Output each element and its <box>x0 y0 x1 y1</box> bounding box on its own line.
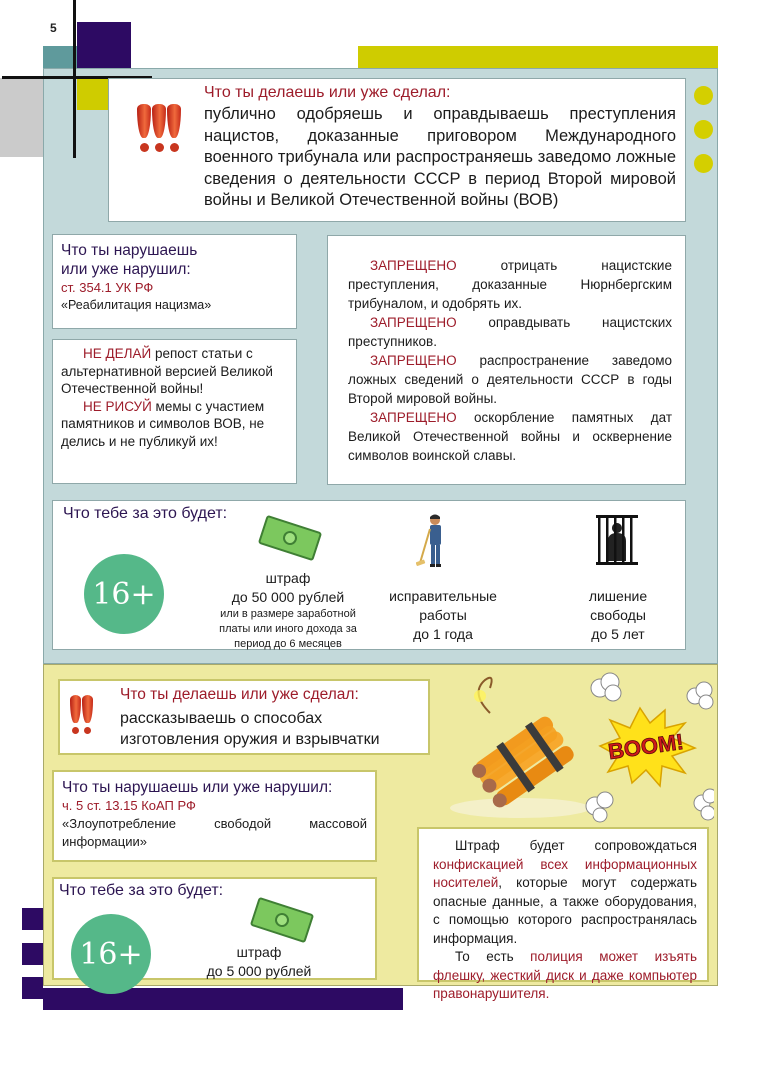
decor-dot <box>694 86 713 105</box>
prohibition-item: ЗАПРЕЩЕНО распространение заведомо ложных сведений о деятельности СССР в годы Второй мировой войны. <box>348 353 672 406</box>
decor-side-square <box>22 908 43 930</box>
age-badge: 16+ <box>84 554 164 634</box>
action-card-2 <box>58 679 430 755</box>
action-description: рассказываешь о способах изготовления оружия и взрывчатки <box>120 710 380 748</box>
violation-card-2 <box>52 770 377 862</box>
penalty-imprisonment: лишение свободы до 5 лет <box>588 588 648 642</box>
banknote-icon <box>250 897 314 943</box>
penalty-fine: штраф до 50 000 рублей или в размере заработной платы или иного дохода за период до 6 месяцев <box>219 570 357 650</box>
page-number: 5 <box>50 21 57 35</box>
violation-card-1 <box>52 234 297 329</box>
penalty-correctional-work: исправительные работы до 1 года <box>389 588 497 642</box>
decor-dot <box>694 154 713 173</box>
dont-do-card <box>52 339 297 484</box>
law-name: «Реабилитация нацизма» <box>61 298 212 312</box>
decor-side-square <box>22 943 43 965</box>
violation-heading: Что ты нарушаешь или уже нарушил: <box>61 242 198 278</box>
penalties-card-1 <box>52 500 686 650</box>
dont-item: НЕ ДЕЛАЙ репост статьи с альтернативной версией Великой Отечественной войны! <box>61 346 273 396</box>
action-title: Что ты делаешь или уже сделал: <box>204 84 451 101</box>
decor-yellow-bar <box>358 46 718 68</box>
penalties-title: Что тебе за это будет: <box>63 505 228 522</box>
decor-dot <box>694 120 713 139</box>
triple-exclamation-icon <box>137 104 181 156</box>
confiscation-paragraph: То есть полиция может изъять флешку, жесткий диск и даже компьютер правонарушителя. <box>433 949 697 1001</box>
dynamite-explosion-icon <box>450 668 714 826</box>
penalties-card-2 <box>52 877 377 980</box>
action-description: публично одобряешь и оправдываешь преступления нацистов, доказанные приговором Международного военного трибунала или распространяешь заведомо ложные сведения о деятельности СССР в период Второй мировой войны и Великой Отечественной войны (ВОВ) <box>204 105 676 209</box>
penalties-title: Что тебе за это будет: <box>59 882 224 899</box>
law-article: ч. 5 ст. 13.15 КоАП РФ <box>62 798 196 813</box>
prohibition-item: ЗАПРЕЩЕНО отрицать нацистские преступления, доказанные Нюрнбергским трибуналом, и одобрять их. <box>348 258 672 311</box>
action-card-1 <box>108 78 686 222</box>
age-badge: 16+ <box>71 914 151 994</box>
banknote-icon <box>258 515 322 561</box>
janitor-icon <box>416 513 452 569</box>
confiscation-paragraph: Штраф будет сопровождаться конфискацией всех информационных носителей, которые могут содержать опасные данные, а также оборудования, с помощью которого распространялась информация. <box>433 838 697 946</box>
prohibition-item: ЗАПРЕЩЕНО оправдывать нацистских преступников. <box>348 315 672 349</box>
penalty-fine: штраф до 5 000 рублей <box>206 944 312 979</box>
action-title: Что ты делаешь или уже сделал: <box>120 686 359 703</box>
double-exclamation-icon <box>70 695 93 747</box>
prison-bars-icon <box>596 515 638 565</box>
decor-yellow-square <box>77 78 108 110</box>
violation-heading: Что ты нарушаешь или уже нарушил: <box>62 779 333 796</box>
confiscation-card <box>417 827 709 1001</box>
decor-side-square <box>22 977 43 999</box>
prohibition-item: ЗАПРЕЩЕНО оскорбление памятных дат Великой Отечественной войны и осквернение символов воинской славы. <box>348 410 672 463</box>
dont-item: НЕ РИСУЙ мемы с участием памятников и символов ВОВ, не делись и не публикуй их! <box>61 398 265 449</box>
law-article: ст. 354.1 УК РФ <box>61 280 154 295</box>
law-name: «Злоупотребление свободой массовой информации» <box>62 816 367 849</box>
boom-text: BOOM! <box>606 728 686 765</box>
decor-vertical-line <box>73 0 76 158</box>
prohibitions-card <box>327 235 686 485</box>
